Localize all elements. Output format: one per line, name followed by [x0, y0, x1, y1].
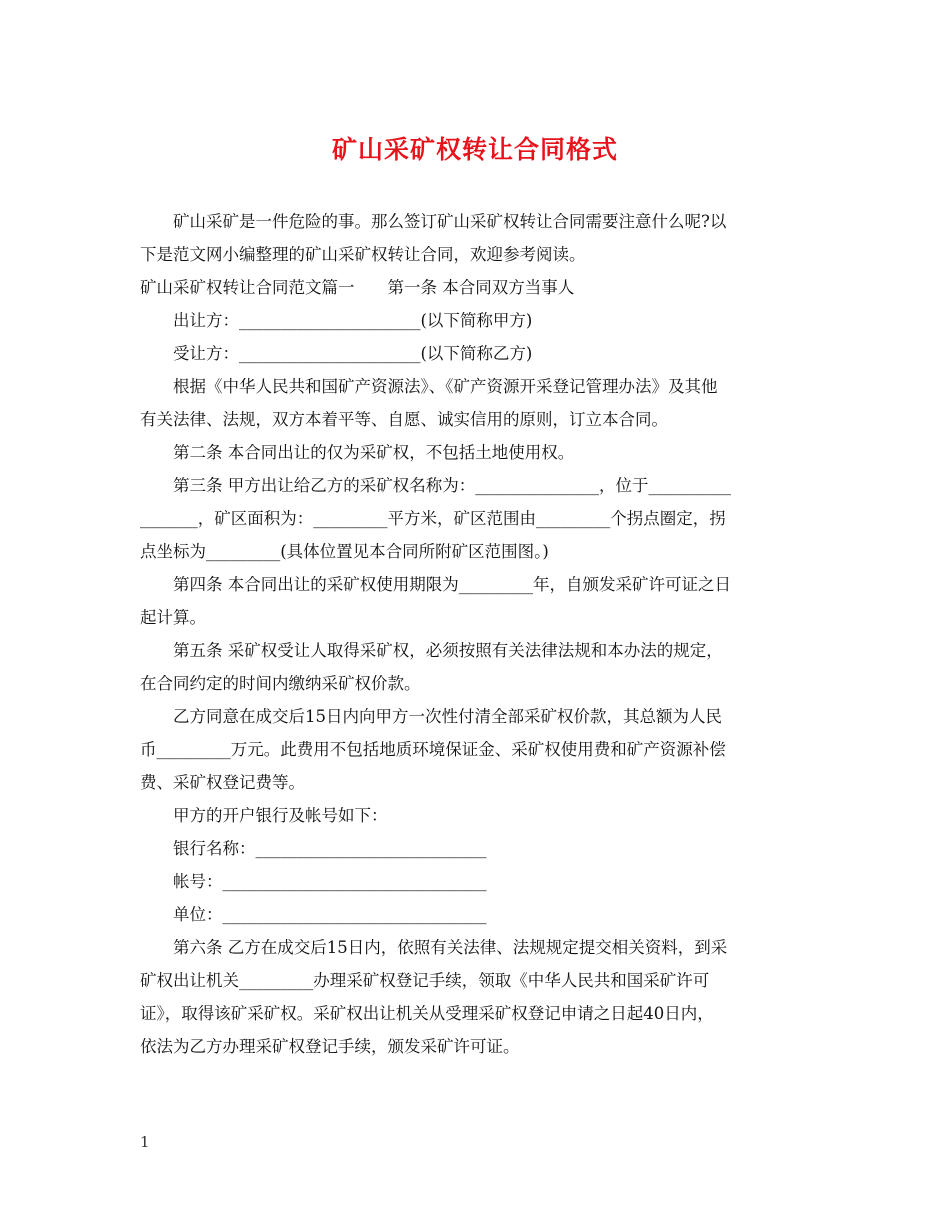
body-line: 矿山采矿是一件危险的事。那么签订矿山采矿权转让合同需要注意什么呢?以	[140, 212, 727, 231]
body-line: 下是范文网小编整理的矿山采矿权转让合同，欢迎参考阅读。	[140, 245, 586, 264]
body-line: 有关法律、法规，双方本着平等、自愿、诚实信用的原则，订立本合同。	[140, 410, 668, 429]
body-line: 帐号：________________________________	[140, 872, 487, 891]
body-line: 第四条 本合同出让的采矿权使用期限为_________年，自颁发采矿许可证之日	[140, 575, 731, 594]
body-line: 乙方同意在成交后15日内向甲方一次性付清全部采矿权价款，其总额为人民	[140, 707, 722, 726]
body-line: 第三条 甲方出让给乙方的采矿权名称为：_______________，位于__________	[140, 476, 731, 495]
body-line: 费、采矿权登记费等。	[140, 773, 305, 792]
body-line: 出让方：______________________(以下简称甲方)	[140, 311, 533, 330]
body-line: 甲方的开户银行及帐号如下：	[140, 806, 388, 825]
body-line: _______，矿区面积为：_________平方米，矿区范围由_________个拐点圈定，拐	[140, 509, 726, 528]
body-line: 银行名称：____________________________	[140, 839, 487, 858]
body-line: 矿山采矿权转让合同范文篇一 第一条 本合同双方当事人	[140, 278, 575, 297]
body-line: 第五条 采矿权受让人取得采矿权，必须按照有关法律法规和本办法的规定，	[140, 641, 723, 660]
document-title: 矿山采矿权转让合同格式	[331, 135, 618, 164]
page-number: 1	[140, 1133, 150, 1151]
body-line: 依法为乙方办理采矿权登记手续，颁发采矿许可证。	[140, 1037, 520, 1056]
body-line: 第二条 本合同出让的仅为采矿权，不包括土地使用权。	[140, 443, 575, 462]
document-body	[140, 205, 812, 1063]
body-line: 证》，取得该矿采矿权。采矿权出让机关从受理采矿权登记申请之日起40日内，	[140, 1004, 714, 1023]
body-line: 起计算。	[140, 608, 206, 627]
body-line: 根据《中华人民共和国矿产资源法》、《矿产资源开采登记管理办法》及其他	[140, 377, 718, 396]
body-line: 矿权出让机关_________办理采矿权登记手续，领取《中华人民共和国采矿许可	[140, 971, 710, 990]
body-line: 在合同约定的时间内缴纳采矿权价款。	[140, 674, 421, 693]
body-line: 第六条 乙方在成交后15日内，依照有关法律、法规规定提交相关资料，到采	[140, 938, 728, 957]
body-line: 点坐标为_________(具体位置见本合同所附矿区范围图。)	[140, 542, 549, 561]
body-line: 单位：________________________________	[140, 905, 487, 924]
body-line: 币_________万元。此费用不包括地质环境保证金、采矿权使用费和矿产资源补偿	[140, 740, 726, 759]
body-line: 受让方：______________________(以下简称乙方)	[140, 344, 533, 363]
